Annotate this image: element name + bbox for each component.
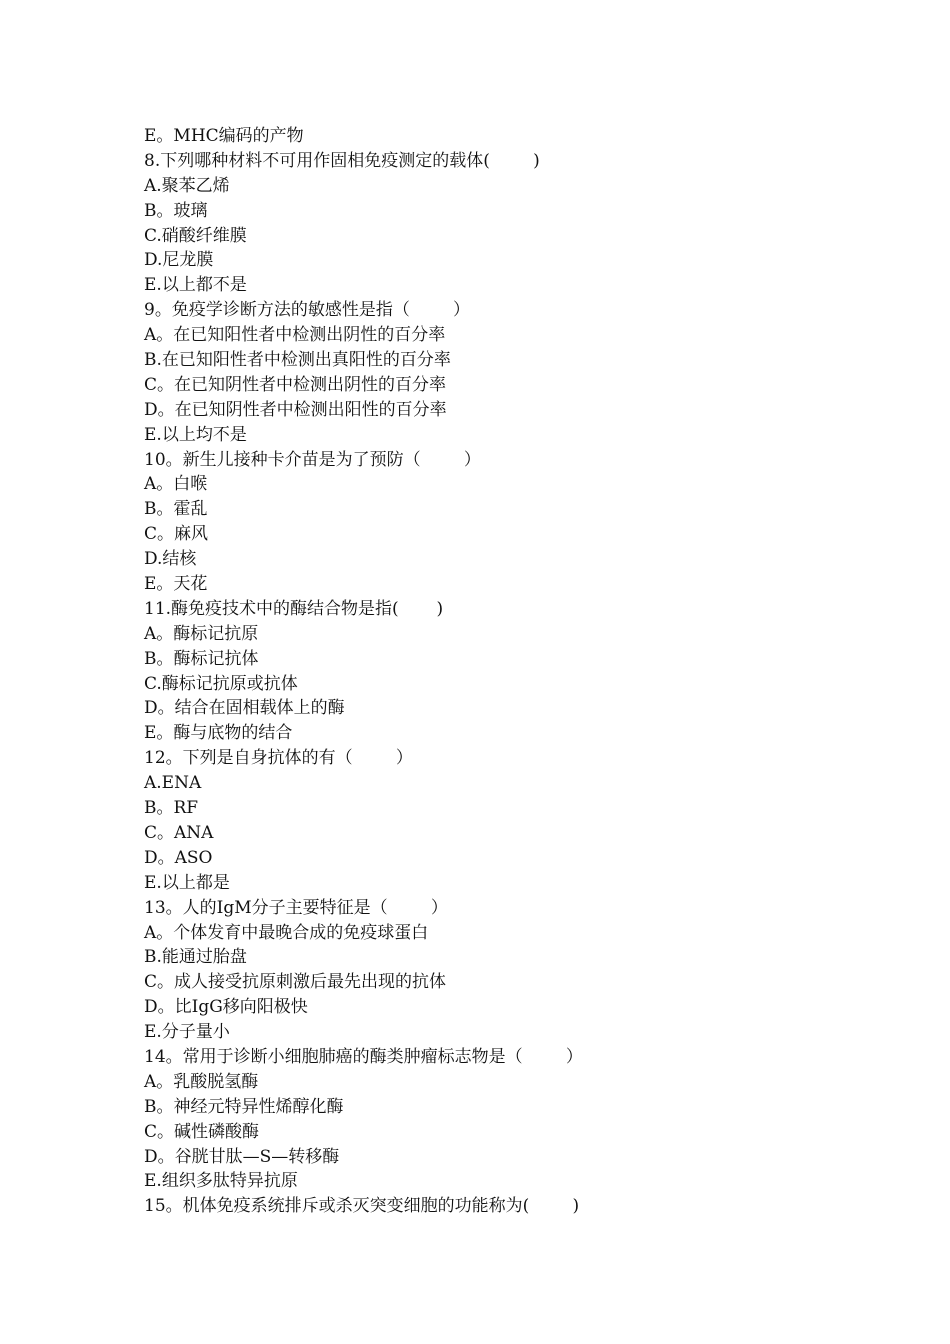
option-c-q11: C.酶标记抗原或抗体 bbox=[144, 673, 298, 694]
question-8: 8.下列哪种材料不可用作固相免疫测定的载体( ) bbox=[144, 150, 540, 171]
option-d-q10: D.结核 bbox=[144, 549, 197, 570]
option-e-q8: E.以上都不是 bbox=[144, 275, 247, 296]
option-d-q13: D。比IgG移向阳极快 bbox=[144, 997, 308, 1018]
option-d-q14: D。谷胱甘肽—S—转移酶 bbox=[144, 1146, 340, 1167]
option-b-q14: B。神经元特异性烯醇化酶 bbox=[144, 1096, 344, 1117]
option-a-q9: A。在已知阳性者中检测出阴性的百分率 bbox=[144, 325, 446, 346]
question-10: 10。新生儿接种卡介苗是为了预防（ ） bbox=[144, 449, 481, 470]
option-b-q10: B。霍乱 bbox=[144, 499, 208, 520]
option-e-q13: E.分子量小 bbox=[144, 1022, 230, 1043]
option-b-q9: B.在已知阳性者中检测出真阳性的百分率 bbox=[144, 350, 451, 371]
option-d-q9: D。在已知阴性者中检测出阳性的百分率 bbox=[144, 399, 447, 420]
option-e-q9: E.以上均不是 bbox=[144, 424, 247, 445]
option-a-q14: A。乳酸脱氢酶 bbox=[144, 1071, 259, 1092]
question-list bbox=[144, 124, 844, 1219]
option-a-q13: A。个体发育中最晚合成的免疫球蛋白 bbox=[144, 922, 429, 943]
option-e-q14: E.组织多肽特异抗原 bbox=[144, 1171, 298, 1192]
option-a-q8: A.聚苯乙烯 bbox=[144, 175, 230, 196]
option-c-q14: C。碱性磷酸酶 bbox=[144, 1121, 260, 1142]
option-d-q11: D。结合在固相载体上的酶 bbox=[144, 698, 345, 719]
option-c-q9: C。在已知阴性者中检测出阴性的百分率 bbox=[144, 374, 447, 395]
question-15: 15。机体免疫系统排斥或杀灭突变细胞的功能称为( ) bbox=[144, 1196, 580, 1217]
question-11: 11.酶免疫技术中的酶结合物是指( ) bbox=[144, 598, 444, 619]
option-a-q10: A。白喉 bbox=[144, 474, 208, 495]
option-b-q13: B.能通过胎盘 bbox=[144, 947, 247, 968]
option-c-q13: C。成人接受抗原刺激后最先出现的抗体 bbox=[144, 972, 447, 993]
option-c-q10: C。麻风 bbox=[144, 524, 209, 545]
question-13: 13。人的IgM分子主要特征是（ ） bbox=[144, 897, 448, 918]
option-b-q11: B。酶标记抗体 bbox=[144, 648, 259, 669]
option-a-q12: A.ENA bbox=[144, 773, 202, 794]
option-d-q8: D.尼龙膜 bbox=[144, 250, 214, 271]
option-e-q7: E。MHC编码的产物 bbox=[144, 126, 304, 146]
option-e-q10: E。天花 bbox=[144, 574, 208, 595]
question-14: 14。常用于诊断小细胞肺癌的酶类肿瘤标志物是（ ） bbox=[144, 1046, 583, 1067]
option-c-q12: C。ANA bbox=[144, 822, 214, 843]
option-a-q11: A。酶标记抗原 bbox=[144, 623, 259, 644]
option-d-q12: D。ASO bbox=[144, 847, 213, 868]
option-b-q8: B。玻璃 bbox=[144, 200, 208, 221]
question-12: 12。下列是自身抗体的有（ ） bbox=[144, 748, 413, 769]
question-9: 9。免疫学诊断方法的敏感性是指（ ） bbox=[144, 300, 471, 321]
option-e-q12: E.以上都是 bbox=[144, 872, 230, 893]
option-c-q8: C.硝酸纤维膜 bbox=[144, 225, 247, 246]
option-e-q11: E。酶与底物的结合 bbox=[144, 723, 293, 744]
option-b-q12: B。RF bbox=[144, 798, 199, 819]
